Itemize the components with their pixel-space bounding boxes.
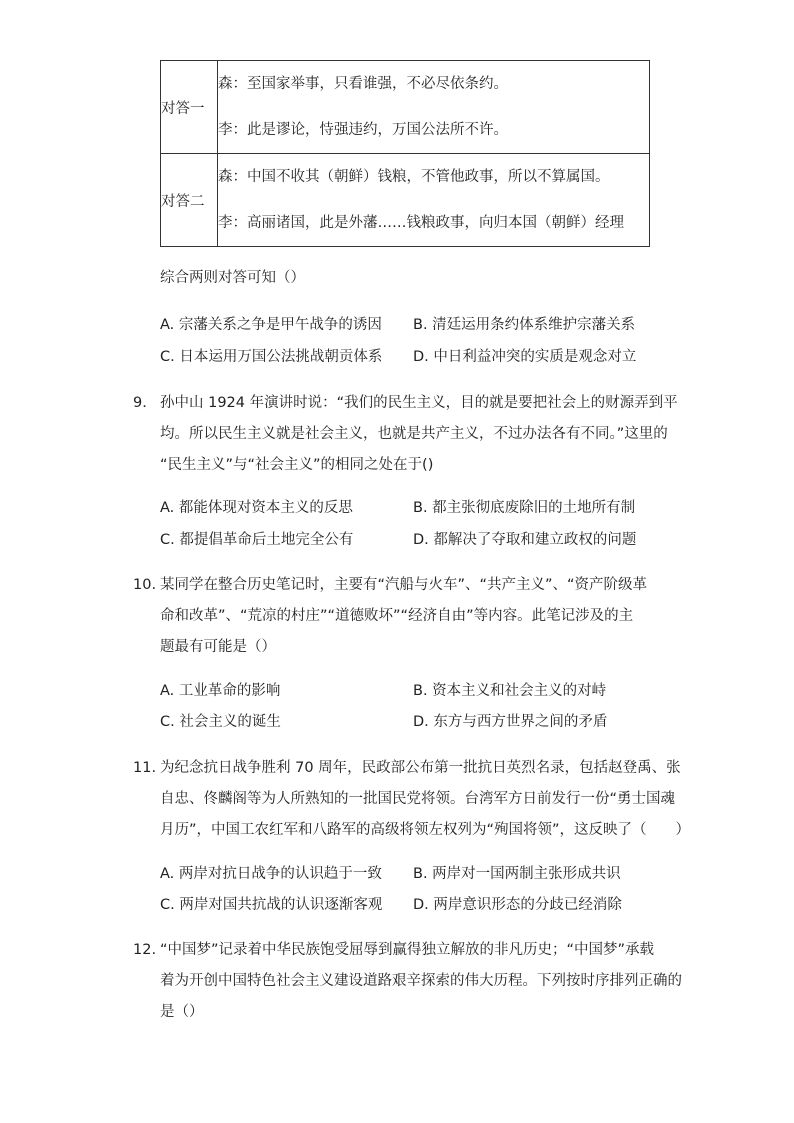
q9-option-b[interactable]: B. 都主张彻底废除旧的土地所有制 [413, 500, 636, 516]
q9-stem-line: “民生主义”与“社会主义”的相同之处在于() [160, 457, 434, 473]
q11-option-a[interactable]: A. 两岸对抗日战争的认识趋于一致 [160, 866, 382, 882]
q12-stem-line: 着为开创中国特色社会主义建设道路艰辛探索的伟大历程。下列按时序排列正确的 [160, 973, 682, 989]
q12-number: 12. [133, 942, 157, 958]
q8-option-d[interactable]: D. 中日利益冲突的实质是观念对立 [413, 349, 637, 365]
q10-stem-line: 命和改革”、“荒凉的村庄”“道德败坏”“经济自由”等内容。此笔记涉及的主 [160, 608, 634, 624]
q10-stem-line: 某同学在整合历史笔记时，主要有“汽船与火车”、“共产主义”、“资产阶级革 [160, 577, 648, 593]
q10-option-a[interactable]: A. 工业革命的影响 [160, 683, 281, 699]
row-content [218, 61, 650, 154]
q11-number: 11. [133, 760, 157, 776]
row-label: 对答一 [161, 61, 218, 154]
q10-option-c[interactable]: C. 社会主义的诞生 [160, 714, 281, 730]
q10-stem-line: 题最有可能是（） [160, 639, 276, 655]
q9-stem-line: 孙中山 1924 年演讲时说：“我们的民生主义，目的就是要把社会上的财源弄到平 [160, 395, 678, 411]
q12-stem-line: 是（） [160, 1004, 204, 1020]
q10-number: 10. [133, 577, 157, 593]
q11-stem-line: 为纪念抗日战争胜利 70 周年，民政部公布第一批抗日英烈名录，包括赵登禹、张 [160, 760, 681, 776]
row-content [218, 154, 650, 247]
q9-option-a[interactable]: A. 都能体现对资本主义的反思 [160, 500, 353, 516]
q9-number: 9. [133, 395, 147, 411]
q9-option-c[interactable]: C. 都提倡革命后土地完全公有 [160, 532, 354, 548]
dialogue-line: 森：中国不收其（朝鲜）钱粮，不管他政事，所以不算属国。 [218, 169, 610, 185]
q8-option-a[interactable]: A. 宗藩关系之争是甲午战争的诱因 [160, 317, 382, 333]
q8-stem: 综合两则对答可知（） [160, 270, 305, 286]
q8-option-b[interactable]: B. 清廷运用条约体系维护宗藩关系 [413, 317, 636, 333]
row-label: 对答二 [161, 154, 218, 247]
q9-option-d[interactable]: D. 都解决了夺取和建立政权的问题 [413, 532, 637, 548]
table-row [161, 61, 650, 154]
dialogue-line: 森：至国家举事，只看谁强，不必尽依条约。 [218, 76, 508, 92]
q12-stem-line: “中国梦”记录着中华民族饱受屈辱到赢得独立解放的非凡历史；“中国梦”承载 [160, 942, 655, 958]
q11-option-d[interactable]: D. 两岸意识形态的分歧已经消除 [413, 897, 622, 913]
dialogue-line: 李：此是谬论，恃强违约，万国公法所不许。 [218, 122, 508, 138]
table-row [161, 154, 650, 247]
dialogue-table [160, 60, 650, 247]
q9-stem-line: 均。所以民生主义就是社会主义，也就是共产主义，不过办法各有不同。”这里的 [160, 426, 668, 442]
q11-stem-line: 月历”，中国工农红军和八路军的高级将领左权列为“殉国将领”，这反映了（ ） [160, 822, 691, 838]
q11-stem-line: 自忠、佟麟阁等为人所熟知的一批国民党将领。台湾军方日前发行一份“勇士国魂 [160, 791, 676, 807]
q8-option-c[interactable]: C. 日本运用万国公法挑战朝贡体系 [160, 349, 383, 365]
q10-option-b[interactable]: B. 资本主义和社会主义的对峙 [413, 683, 607, 699]
dialogue-line: 李：高丽诸国，此是外藩……钱粮政事，向归本国（朝鲜）经理 [218, 215, 624, 231]
q11-option-b[interactable]: B. 两岸对一国两制主张形成共识 [413, 866, 621, 882]
q10-option-d[interactable]: D. 东方与西方世界之间的矛盾 [413, 714, 608, 730]
q11-option-c[interactable]: C. 两岸对国共抗战的认识逐渐客观 [160, 897, 383, 913]
